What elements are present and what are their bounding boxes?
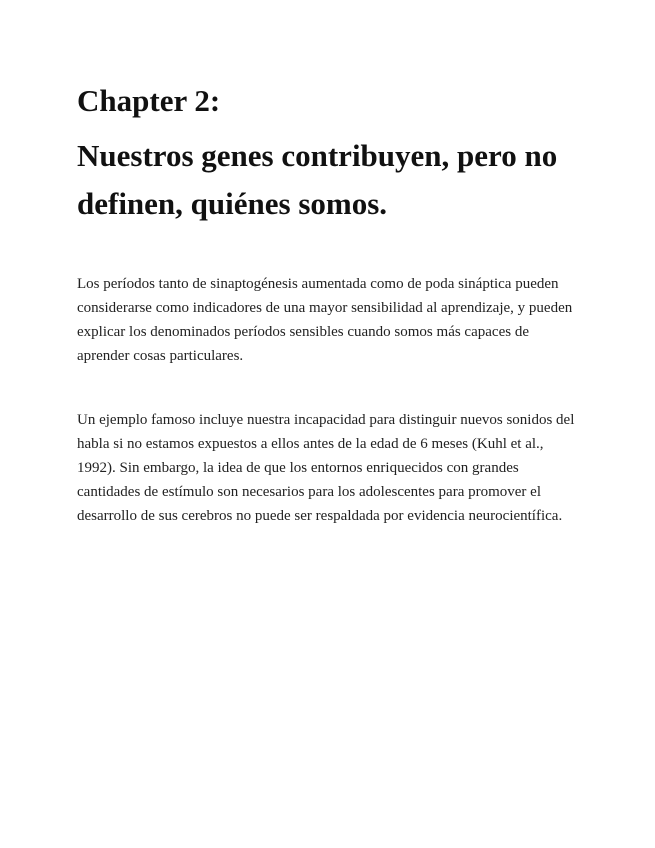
chapter-title: Nuestros genes contribuyen, pero no definen, quiénes somos. — [77, 138, 558, 221]
body-paragraph-2: Un ejemplo famoso incluye nuestra incapacidad para distinguir nuevos sonidos del habla si no estamos expuestos a ellos antes de la edad de 6 meses (Kuhl et al., 1992). Sin embargo, la idea de que los entornos enriquecidos con grandes cantidades de estímulo son necesarios para los adolescentes para promover el desarrollo de sus cerebros no puede ser respaldada por evidencia neurocientífica. — [77, 412, 575, 524]
page-content — [77, 78, 582, 528]
chapter-label: Chapter 2: — [77, 83, 221, 118]
body-paragraph-1: Los períodos tanto de sinaptogénesis aumentada como de poda sináptica pueden considerarse como indicadores de una mayor sensibilidad al aprendizaje, y pueden explicar los denominados períodos sensibles cuando somos más capaces de aprender cosas particulares. — [77, 276, 573, 364]
